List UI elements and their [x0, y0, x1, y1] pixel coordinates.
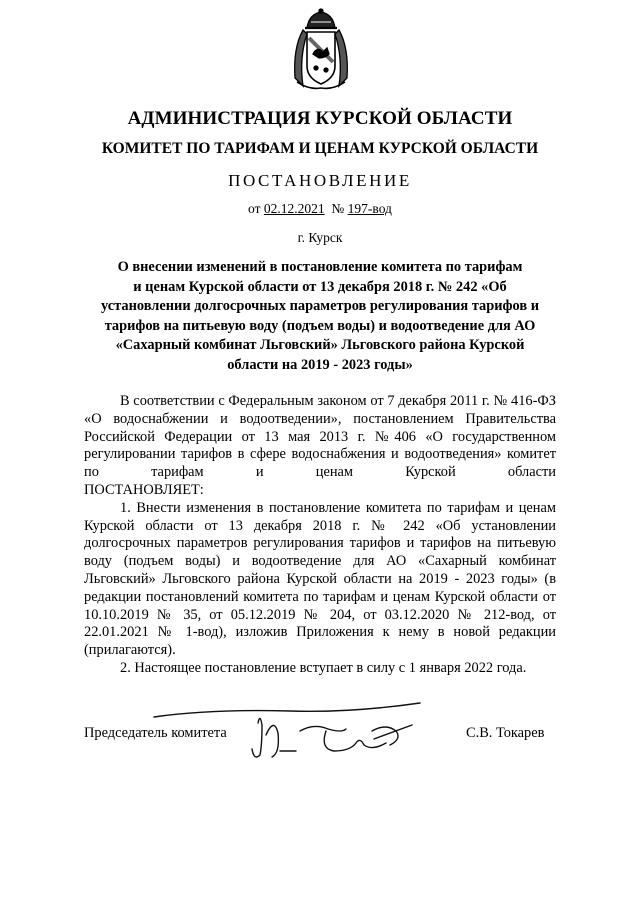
document-body	[84, 393, 556, 678]
date-prefix: от	[248, 201, 261, 216]
signatory-name: С.В. Токарев	[466, 725, 545, 741]
document-type-title: ПОСТАНОВЛЕНИЕ	[228, 171, 412, 190]
subject-line: установлении долгосрочных параметров регулирования тарифов и	[100, 298, 540, 314]
signatory-title: Председатель комитета	[84, 725, 227, 741]
document-date: 02.12.2021	[263, 201, 325, 216]
number-prefix: №	[331, 201, 345, 216]
date-number-line	[0, 201, 640, 217]
subject-line: тарифов на питьевую воду (подъем воды) и водоотведение для АО	[104, 317, 536, 334]
subject-line: О внесении изменений в постановление комитета по тарифам	[117, 259, 523, 275]
item-2-paragraph: 2. Настоящее постановление вступает в силу с 1 января 2022 года.	[120, 659, 527, 676]
subject-line: области на 2019 - 2023 годы»	[227, 356, 413, 373]
document-number: 197-вод	[347, 201, 392, 216]
city: г. Курск	[297, 230, 343, 245]
handwritten-signature	[150, 695, 440, 765]
subject-line: «Сахарный комбинат Льговский» Льговского района Курской	[115, 337, 525, 353]
preamble-paragraph: В соответствии с Федеральным законом от 7 декабря 2011 г. № 416-ФЗ «О водоснабжении и водоотведении», постановлением Правительства Российской Федерации от 13 мая 2013 г. №406 «О государственном регулировании тарифов в сфере водоснабжения и водоотведения» комитет по тарифам и ценам Курской области	[84, 393, 556, 481]
coat-of-arms-icon	[289, 8, 353, 92]
subject-line: и ценам Курской области от 13 декабря 2018 г. № 242 «Об	[133, 278, 507, 295]
item-1-paragraph: 1. Внести изменения в постановление комитета по тарифам и ценам Курской области от 13 декабря 2018 г. № 242 «Об установлении долгосрочных параметров регулирования тарифов и тарифов на питьевую воду (подъем воды) и водоотведение для АО «Сахарный комбинат Льговский» Льговского района Курской области на 2019 - 2023 годы» (в редакции постановлений комитета по тарифам и ценам Курской области от 10.10.2019 № 35, от 05.12.2019 № 204, от 03.12.2020 № 212-вод, от 22.01.2021 № 1-вод), изложив Приложения к нему в новой редакции (прилагаются).	[84, 499, 556, 659]
document-subject	[80, 258, 560, 375]
committee-title: КОМИТЕТ ПО ТАРИФАМ И ЦЕНАМ КУРСКОЙ ОБЛАСТИ	[101, 140, 539, 157]
administration-title: АДМИНИСТРАЦИЯ КУРСКОЙ ОБЛАСТИ	[127, 108, 513, 129]
resolves-word: ПОСТАНОВЛЯЕТ:	[84, 481, 204, 498]
